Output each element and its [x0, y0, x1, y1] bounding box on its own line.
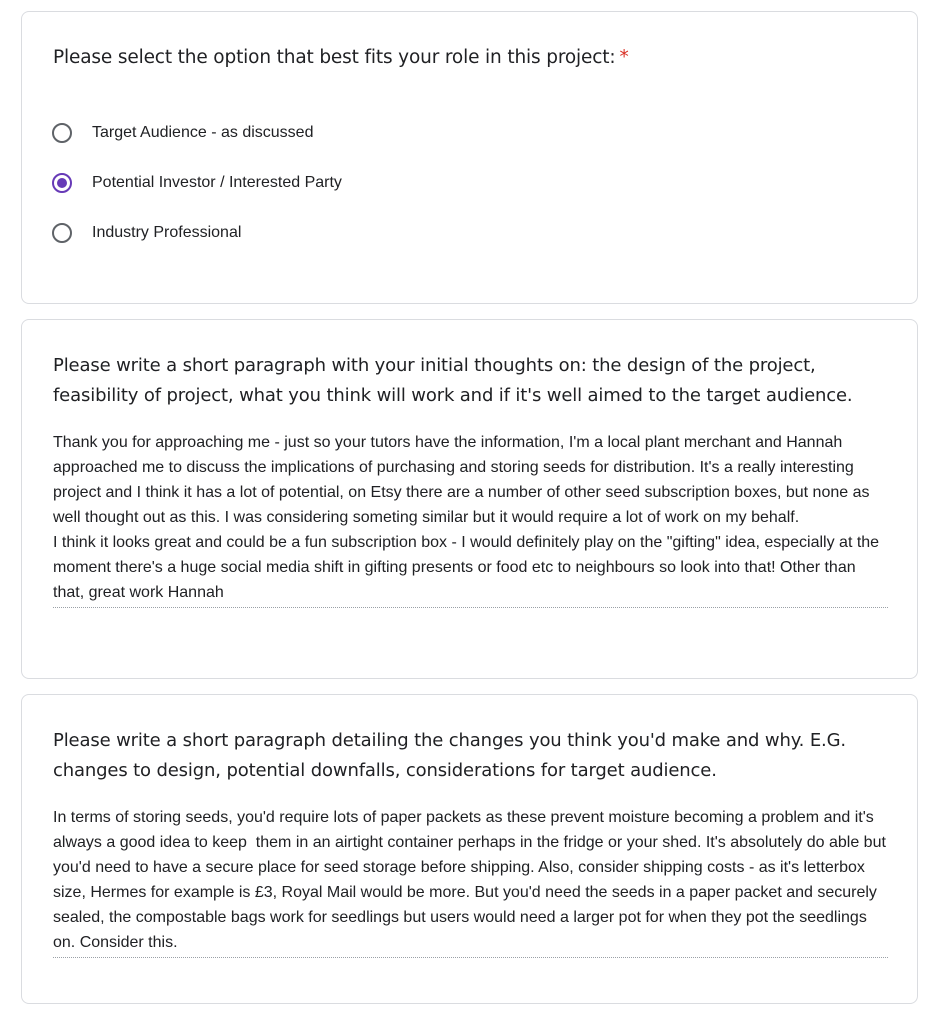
radio-option-potential-investor[interactable] [52, 168, 342, 198]
changes-answer-field[interactable]: In terms of storing seeds, you'd require lots of paper packets as these prevent moisture becoming a problem and it's always a good idea to keep them in an airtight container perhaps in the fridge or your shed. It's absolutely do able but you'd need to have a secure place for seed storage before shipping. Also, consider shipping costs - as it's letterbox size, Hermes for example is £3, Royal Mail would be more. But you'd need the seeds in a paper packet and securely sealed, the compostable bags work for seedlings but users would need a larger pot for when they pot the seedlings on. Consider this. [53, 805, 888, 958]
initial-thoughts-answer-field[interactable]: Thank you for approaching me - just so your tutors have the information, I'm a local plant merchant and Hannah approached me to discuss the implications of purchasing and storing seeds for distribution. It's a really interesting project and I think it has a lot of potential, on Etsy there are a number of other seed subscription boxes, but none as well thought out as this. I was considering someting similar but it would require a lot of work on my behalf. I think it looks great and could be a fun subscription box - I would definitely play on the "gifting" idea, especially at the moment there's a huge social media shift in gifting presents or food etc to neighbours so look into that! Other than that, great work Hannah [53, 430, 888, 608]
radio-label-potential-investor[interactable]: Potential Investor / Interested Party [92, 174, 342, 191]
changes-question-card [21, 694, 918, 1004]
radio-option-target-audience[interactable] [52, 118, 313, 148]
role-question-text: Please select the option that best fits your role in this project: [53, 47, 616, 68]
radio-button-potential-investor[interactable] [52, 173, 72, 193]
radio-button-industry-professional[interactable] [52, 223, 72, 243]
initial-thoughts-question-title: Please write a short paragraph with your initial thoughts on: the design of the project, feasibility of project, what you think will work and if it's well aimed to the target audience. [53, 355, 853, 406]
radio-label-target-audience[interactable]: Target Audience - as discussed [92, 124, 314, 141]
role-question-card [21, 11, 918, 304]
radio-button-target-audience[interactable] [52, 123, 72, 143]
initial-thoughts-question-card [21, 319, 918, 679]
role-question-title [53, 43, 887, 73]
radio-option-industry-professional[interactable] [52, 218, 241, 248]
radio-label-industry-professional[interactable]: Industry Professional [92, 224, 242, 241]
required-asterisk: * [619, 47, 629, 68]
changes-question-title: Please write a short paragraph detailing the changes you think you'd make and why. E.G. changes to design, potential downfalls, considerations for target audience. [53, 730, 846, 781]
